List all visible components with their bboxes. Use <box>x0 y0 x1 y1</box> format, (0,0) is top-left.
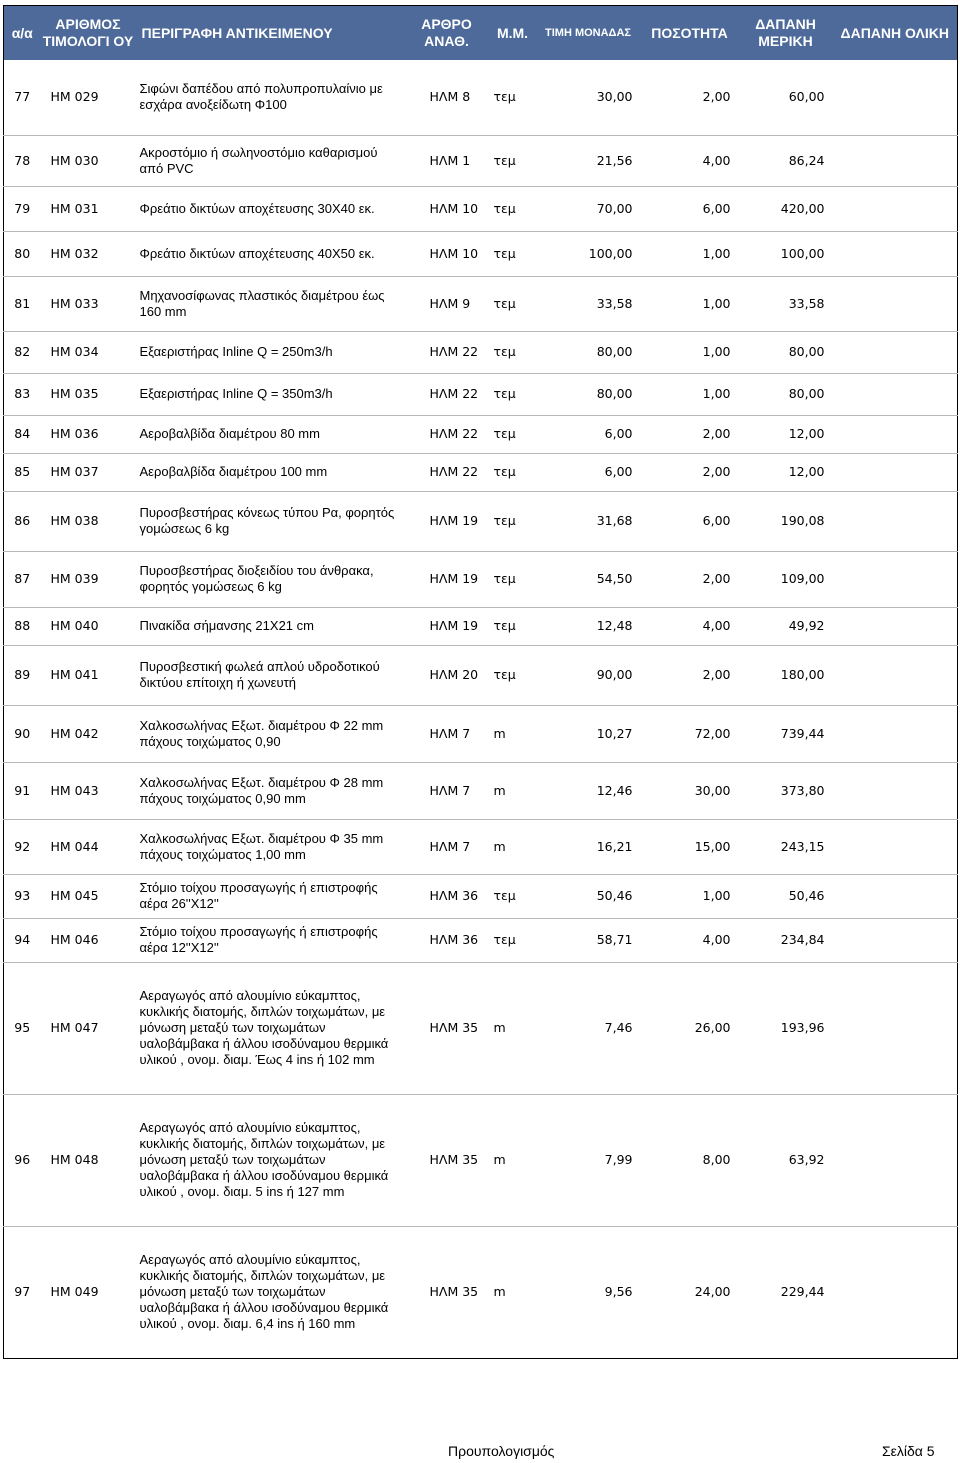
row-unit-price: 12,48 <box>536 607 641 645</box>
row-unit: m <box>493 1284 506 1299</box>
row-unit-price: 7,99 <box>536 1094 641 1226</box>
row-partial-cost: 100,00 <box>739 231 833 276</box>
row-quantity: 30,00 <box>641 762 739 819</box>
row-unit-price: 80,00 <box>536 373 641 415</box>
table-row <box>4 1094 958 1226</box>
row-invoice-code: ΗΜ 036 <box>41 415 136 453</box>
row-unit-price: 50,46 <box>536 874 641 918</box>
row-invoice-code: ΗΜ 046 <box>41 918 136 962</box>
row-article: ΗΛΜ 20 <box>404 645 490 705</box>
header-article: ΑΡΘΡΟ ΑΝΑΘ. <box>404 6 490 61</box>
row-article: ΗΛΜ 35 <box>429 1284 479 1299</box>
table-row <box>4 607 958 645</box>
row-partial-cost: 739,44 <box>739 705 833 762</box>
row-unit: τεμ <box>490 276 536 331</box>
row-invoice-code: ΗΜ 039 <box>41 551 136 607</box>
row-partial-cost: 190,08 <box>739 491 833 551</box>
row-quantity: 8,00 <box>641 1094 739 1226</box>
row-unit: m <box>490 1094 536 1226</box>
row-quantity: 2,00 <box>641 551 739 607</box>
row-unit-price: 100,00 <box>536 231 641 276</box>
row-number: 88 <box>4 607 41 645</box>
row-unit-price: 16,21 <box>536 819 641 874</box>
row-total-cost <box>833 491 958 551</box>
row-total-cost <box>833 373 958 415</box>
row-unit-price: 6,00 <box>536 453 641 491</box>
row-quantity: 2,00 <box>641 645 739 705</box>
row-unit-price: 7,46 <box>536 962 641 1094</box>
row-total-cost <box>833 276 958 331</box>
row-total-cost <box>833 186 958 231</box>
header-quantity: ΠΟΣΟΤΗΤΑ <box>641 6 739 61</box>
row-description: Φρεάτιο δικτύων αποχέτευσης 40Χ50 εκ. <box>136 231 404 276</box>
row-article: ΗΛΜ 7 <box>404 762 490 819</box>
header-total-cost: ΔΑΠΑΝΗ ΟΛΙΚΗ <box>833 6 958 61</box>
row-invoice-code: ΗΜ 032 <box>41 231 136 276</box>
row-unit: τεμ <box>490 135 536 186</box>
row-unit-price: 10,27 <box>536 705 641 762</box>
row-quantity: 2,00 <box>641 453 739 491</box>
row-total-cost <box>833 231 958 276</box>
row-quantity: 1,00 <box>641 231 739 276</box>
row-article: ΗΛΜ 7 <box>404 819 490 874</box>
row-article: ΗΛΜ 35 <box>404 1094 490 1226</box>
row-unit: τεμ <box>490 373 536 415</box>
row-description: Αεροβαλβίδα διαμέτρου 100 mm <box>136 453 404 491</box>
row-description: Πινακίδα σήμανσης 21Χ21 cm <box>136 607 404 645</box>
row-invoice-code: ΗΜ 042 <box>41 705 136 762</box>
row-number: 97 <box>14 1284 31 1299</box>
row-invoice-code: ΗΜ 044 <box>41 819 136 874</box>
row-total-cost <box>833 1226 958 1358</box>
row-partial-cost: 33,58 <box>739 276 833 331</box>
row-quantity: 2,00 <box>641 415 739 453</box>
row-unit-price: 54,50 <box>536 551 641 607</box>
row-unit-price: 58,71 <box>536 918 641 962</box>
row-description: Αεροβαλβίδα διαμέτρου 80 mm <box>136 415 404 453</box>
row-partial-cost: 50,46 <box>739 874 833 918</box>
row-unit: τεμ <box>490 874 536 918</box>
row-number: 78 <box>4 135 41 186</box>
row-article: ΗΛΜ 22 <box>404 331 490 373</box>
row-unit: τεμ <box>490 453 536 491</box>
row-invoice-code: ΗΜ 035 <box>41 373 136 415</box>
row-description: Χαλκοσωλήνας Εξωτ. διαμέτρου Φ 35 mm πάχους τοιχώματος 1,00 mm <box>136 819 404 874</box>
row-invoice-code: ΗΜ 041 <box>41 645 136 705</box>
row-total-cost <box>833 874 958 918</box>
row-unit-price: 6,00 <box>536 415 641 453</box>
row-partial-cost: 109,00 <box>739 551 833 607</box>
row-unit-price: 21,56 <box>536 135 641 186</box>
row-total-cost <box>833 607 958 645</box>
row-partial-cost: 63,92 <box>739 1094 833 1226</box>
row-invoice-code: ΗΜ 031 <box>41 186 136 231</box>
row-partial-cost: 60,00 <box>739 60 833 135</box>
row-partial-cost: 193,96 <box>739 962 833 1094</box>
row-partial-cost: 373,80 <box>739 762 833 819</box>
row-number: 87 <box>4 551 41 607</box>
budget-table <box>3 5 958 1359</box>
row-unit-price: 31,68 <box>536 491 641 551</box>
budget-sheet <box>3 5 957 1359</box>
table-body <box>4 60 958 1358</box>
row-partial-cost: 86,24 <box>739 135 833 186</box>
row-invoice-code: ΗΜ 030 <box>41 135 136 186</box>
row-unit-price: 12,46 <box>536 762 641 819</box>
header-unit-price: ΤΙΜΗ ΜΟΝΑΔΑΣ <box>536 6 641 61</box>
row-total-cost <box>833 819 958 874</box>
row-article: ΗΛΜ 10 <box>404 231 490 276</box>
table-row <box>4 453 958 491</box>
row-partial-cost: 420,00 <box>739 186 833 231</box>
row-quantity: 1,00 <box>641 331 739 373</box>
row-quantity: 2,00 <box>641 60 739 135</box>
row-description: Φρεάτιο δικτύων αποχέτευσης 30Χ40 εκ. <box>136 186 404 231</box>
row-unit-price: 80,00 <box>536 331 641 373</box>
row-number: 80 <box>4 231 41 276</box>
row-unit-price: 33,58 <box>536 276 641 331</box>
table-row <box>4 874 958 918</box>
table-row <box>4 819 958 874</box>
row-article: ΗΛΜ 7 <box>404 705 490 762</box>
row-article: ΗΛΜ 8 <box>404 60 490 135</box>
row-invoice-code: ΗΜ 037 <box>41 453 136 491</box>
row-partial-cost: 49,92 <box>739 607 833 645</box>
row-total-cost <box>833 762 958 819</box>
row-total-cost <box>833 1094 958 1226</box>
row-total-cost <box>833 551 958 607</box>
row-quantity: 6,00 <box>641 186 739 231</box>
row-article: ΗΛΜ 36 <box>404 918 490 962</box>
header-unit: Μ.Μ. <box>490 6 536 61</box>
row-unit: m <box>490 705 536 762</box>
row-partial-cost: 243,15 <box>739 819 833 874</box>
row-unit-price: 30,00 <box>536 60 641 135</box>
row-partial-cost: 234,84 <box>739 918 833 962</box>
row-partial-cost: 180,00 <box>739 645 833 705</box>
row-number: 96 <box>4 1094 41 1226</box>
row-description: Εξαεριστήρας Inline Q = 250m3/h <box>136 331 404 373</box>
table-row <box>4 551 958 607</box>
row-invoice-code: ΗΜ 048 <box>41 1094 136 1226</box>
table-row <box>4 491 958 551</box>
row-quantity: 4,00 <box>641 918 739 962</box>
row-article: ΗΛΜ 19 <box>404 551 490 607</box>
row-partial-cost: 229,44 <box>780 1284 825 1299</box>
row-total-cost <box>833 331 958 373</box>
row-article: ΗΛΜ 1 <box>404 135 490 186</box>
row-unit: τεμ <box>490 645 536 705</box>
row-article: ΗΛΜ 22 <box>404 453 490 491</box>
row-total-cost <box>833 453 958 491</box>
row-description: Στόμιο τοίχου προσαγωγής ή επιστροφής αέρα 26''Χ12'' <box>136 874 404 918</box>
row-number: 93 <box>4 874 41 918</box>
row-number: 81 <box>4 276 41 331</box>
table-row <box>4 962 958 1094</box>
row-unit: τεμ <box>490 918 536 962</box>
row-quantity: 1,00 <box>641 276 739 331</box>
row-total-cost <box>833 645 958 705</box>
table-row <box>4 276 958 331</box>
row-article: ΗΛΜ 22 <box>404 415 490 453</box>
row-number: 89 <box>4 645 41 705</box>
footer-document-name: Προυπολογισμός <box>448 1443 555 1459</box>
row-number: 86 <box>4 491 41 551</box>
row-description: Αεραγωγός από αλουμίνιο εύκαμπτος, κυκλικής διατομής, διπλών τοιχωμάτων, με μόνωση μεταξύ των τοιχωμάτων υαλοβάμβακα ή άλλου ισοδύναμου θερμικά υλικού , ονομ. διαμ. 5 ins ή 127 mm <box>136 1094 404 1226</box>
row-unit: τεμ <box>490 415 536 453</box>
row-article: ΗΛΜ 19 <box>404 607 490 645</box>
table-row <box>4 373 958 415</box>
row-quantity: 24,00 <box>694 1284 731 1299</box>
row-unit-price: 70,00 <box>536 186 641 231</box>
row-total-cost <box>833 962 958 1094</box>
table-row <box>4 186 958 231</box>
table-row <box>4 60 958 135</box>
row-invoice-code: ΗΜ 038 <box>41 491 136 551</box>
table-row <box>4 918 958 962</box>
row-number: 92 <box>4 819 41 874</box>
table-row <box>4 135 958 186</box>
header-aa: α/α <box>4 6 41 61</box>
row-unit: m <box>490 762 536 819</box>
row-article: ΗΛΜ 22 <box>404 373 490 415</box>
row-number: 79 <box>4 186 41 231</box>
footer-page-number: Σελίδα 5 <box>882 1443 935 1459</box>
row-quantity: 1,00 <box>641 373 739 415</box>
row-unit: m <box>490 819 536 874</box>
row-description: Μηχανοσίφωνας πλαστικός διαμέτρου έως 160 mm <box>136 276 404 331</box>
row-invoice-code: ΗΜ 040 <box>41 607 136 645</box>
header-description: ΠΕΡΙΓΡΑΦΗ ΑΝΤΙΚΕΙΜΕΝΟΥ <box>136 6 404 61</box>
row-quantity: 26,00 <box>641 962 739 1094</box>
row-article: ΗΛΜ 35 <box>404 962 490 1094</box>
table-row <box>4 705 958 762</box>
row-number: 95 <box>4 962 41 1094</box>
row-number: 90 <box>4 705 41 762</box>
row-invoice-code: ΗΜ 047 <box>41 962 136 1094</box>
row-unit: τεμ <box>490 607 536 645</box>
table-row <box>4 415 958 453</box>
row-number: 82 <box>4 331 41 373</box>
row-number: 94 <box>4 918 41 962</box>
row-invoice-code: ΗΜ 033 <box>41 276 136 331</box>
row-description: Σιφώνι δαπέδου από πολυπροπυλαίνιο με εσχάρα ανοξείδωτη Φ100 <box>136 60 404 135</box>
row-number: 83 <box>4 373 41 415</box>
row-article: ΗΛΜ 10 <box>404 186 490 231</box>
row-unit: τεμ <box>490 551 536 607</box>
row-description: Χαλκοσωλήνας Εξωτ. διαμέτρου Φ 28 mm πάχους τοιχώματος 0,90 mm <box>136 762 404 819</box>
row-quantity: 6,00 <box>641 491 739 551</box>
row-quantity: 72,00 <box>641 705 739 762</box>
row-article: ΗΛΜ 36 <box>404 874 490 918</box>
row-description: Αεραγωγός από αλουμίνιο εύκαμπτος, κυκλικής διατομής, διπλών τοιχωμάτων, με μόνωση μεταξύ των τοιχωμάτων υαλοβάμβακα ή άλλου ισοδύναμου θερμικά υλικού , ονομ. διαμ. Έως 4 ins ή 102 mm <box>136 962 404 1094</box>
row-total-cost <box>833 415 958 453</box>
row-number: 77 <box>4 60 41 135</box>
row-description: Στόμιο τοίχου προσαγωγής ή επιστροφής αέρα 12''Χ12'' <box>136 918 404 962</box>
row-partial-cost: 80,00 <box>739 331 833 373</box>
row-total-cost <box>833 918 958 962</box>
row-description: Πυροσβεστήρας κόνεως τύπου Ρα, φορητός γομώσεως 6 kg <box>136 491 404 551</box>
row-invoice-code: ΗΜ 029 <box>41 60 136 135</box>
row-unit: τεμ <box>490 186 536 231</box>
row-quantity: 15,00 <box>641 819 739 874</box>
row-unit: τεμ <box>490 60 536 135</box>
table-header-row <box>4 6 958 61</box>
row-number: 85 <box>4 453 41 491</box>
row-number: 91 <box>4 762 41 819</box>
row-total-cost <box>833 705 958 762</box>
row-partial-cost: 12,00 <box>739 453 833 491</box>
table-row <box>4 645 958 705</box>
row-description: Ακροστόμιο ή σωληνοστόμιο καθαρισμού από PVC <box>136 135 404 186</box>
row-total-cost <box>833 60 958 135</box>
header-invoice-code: ΑΡΙΘΜΟΣ ΤΙΜΟΛΟΓΙ ΟΥ <box>41 6 136 61</box>
row-article: ΗΛΜ 9 <box>404 276 490 331</box>
row-quantity: 1,00 <box>641 874 739 918</box>
row-unit: τεμ <box>490 231 536 276</box>
row-description: Αεραγωγός από αλουμίνιο εύκαμπτος, κυκλικής διατομής, διπλών τοιχωμάτων, με μόνωση μεταξύ των τοιχωμάτων υαλοβάμβακα ή άλλου ισοδύναμου θερμικά υλικού , ονομ. διαμ. 6,4 ins ή 160 mm <box>139 1252 389 1331</box>
row-invoice-code: ΗΜ 045 <box>41 874 136 918</box>
row-unit: m <box>490 962 536 1094</box>
row-article: ΗΛΜ 19 <box>404 491 490 551</box>
row-invoice-code: ΗΜ 043 <box>41 762 136 819</box>
row-number: 84 <box>4 415 41 453</box>
row-description: Πυροσβεστήρας διοξειδίου του άνθρακα, φορητός γομώσεως 6 kg <box>136 551 404 607</box>
row-quantity: 4,00 <box>641 135 739 186</box>
table-row <box>4 231 958 276</box>
row-unit-price: 9,56 <box>604 1284 633 1299</box>
row-unit: τεμ <box>490 491 536 551</box>
table-row <box>4 762 958 819</box>
row-invoice-code: ΗΜ 034 <box>41 331 136 373</box>
table-row <box>4 1226 958 1358</box>
row-total-cost <box>833 135 958 186</box>
row-invoice-code: ΗΜ 049 <box>50 1284 99 1299</box>
row-description: Πυροσβεστική φωλεά απλού υδροδοτικού δικτύου επίτοιχη ή χωνευτή <box>136 645 404 705</box>
header-partial-cost: ΔΑΠΑΝΗ ΜΕΡΙΚΗ <box>739 6 833 61</box>
row-unit-price: 90,00 <box>536 645 641 705</box>
row-quantity: 4,00 <box>641 607 739 645</box>
row-description: Χαλκοσωλήνας Εξωτ. διαμέτρου Φ 22 mm πάχους τοιχώματος 0,90 <box>136 705 404 762</box>
table-row <box>4 331 958 373</box>
row-partial-cost: 12,00 <box>739 415 833 453</box>
row-unit: τεμ <box>490 331 536 373</box>
row-partial-cost: 80,00 <box>739 373 833 415</box>
row-description: Εξαεριστήρας Inline Q = 350m3/h <box>136 373 404 415</box>
